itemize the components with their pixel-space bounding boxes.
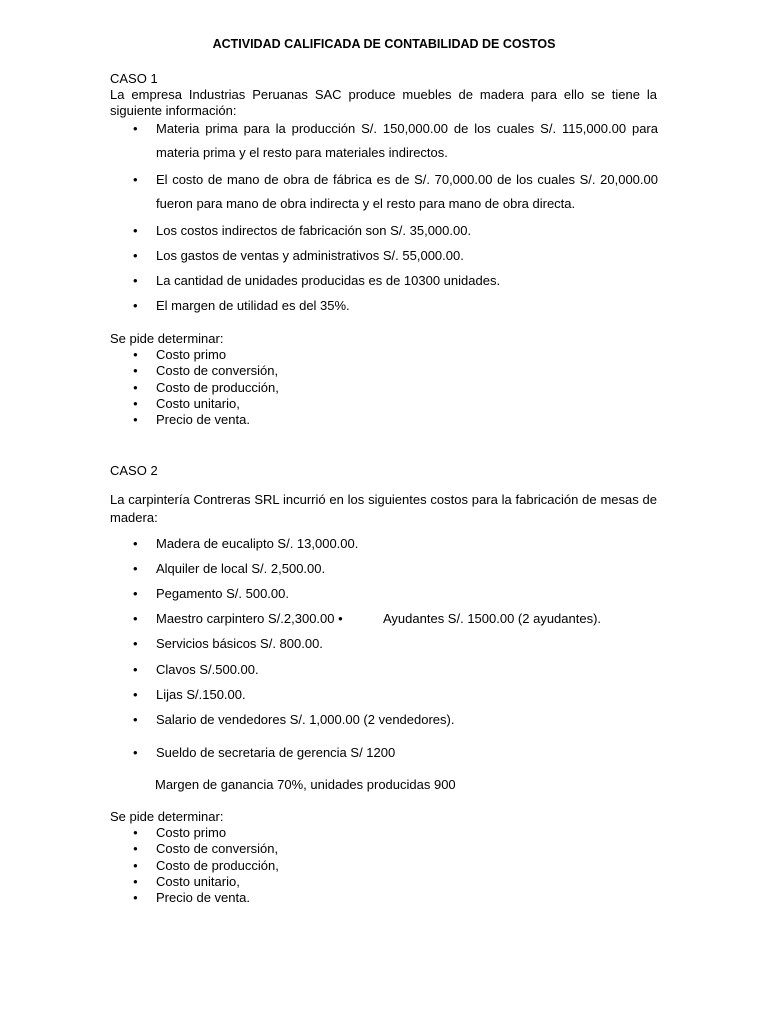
caso1-heading: CASO 1 [110,71,158,86]
caso2-task: Costo de producción, [156,858,279,873]
caso1-task: Costo de producción, [156,380,279,395]
caso2-margen: Margen de ganancia 70%, unidades producidas 900 [155,777,456,792]
caso1-task: Costo unitario, [156,396,240,411]
caso2-task: Precio de venta. [156,890,250,905]
caso2-task: Costo unitario, [156,874,240,889]
bullet-icon [133,273,138,289]
caso1-item: Los costos indirectos de fabricación son S/. 35,000.00. [156,223,472,238]
bullet-icon [133,611,138,627]
bullet-icon [133,890,138,908]
bullet-icon [133,561,138,577]
caso2-ayudantes: Ayudantes S/. 1500.00 (2 ayudantes). [383,611,602,626]
bullet-icon [133,298,138,314]
bullet-icon [133,636,138,652]
caso2-item: Servicios básicos S/. 800.00. [156,636,323,651]
caso2-item: Madera de eucalipto S/. 13,000.00. [156,536,359,551]
document-title: ACTIVIDAD CALIFICADA DE CONTABILIDAD DE COSTOS [212,37,556,51]
bullet-icon [133,586,138,602]
caso1-task: Costo de conversión, [156,363,279,378]
caso1-task: Precio de venta. [156,412,250,427]
caso2-item: Lijas S/.150.00. [156,687,246,702]
bullet-icon [133,412,138,430]
bullet-icon [133,536,138,552]
caso1-task: Costo primo [156,347,227,362]
caso2-item: Alquiler de local S/. 2,500.00. [156,561,326,576]
bullet-icon [133,223,138,239]
caso2-intro: La carpintería Contreras SRL incurrió en los siguientes costos para la fabricación de mesas de madera: [110,492,657,525]
caso1-item: Materia prima para la producción S/. 150,000.00 de los cuales S/. 115,000.00 para materia prima y el resto para materiales indirectos. [156,121,658,160]
caso2-heading: CASO 2 [110,463,158,478]
caso2-item: Clavos S/.500.00. [156,662,259,677]
caso1-item: El margen de utilidad es del 35%. [156,298,350,313]
bullet-icon [133,687,138,703]
bullet-icon [133,121,138,137]
caso2-item: Sueldo de secretaria de gerencia S/ 1200 [156,745,396,760]
bullet-icon [133,363,138,381]
caso1-item: La cantidad de unidades producidas es de 10300 unidades. [156,273,501,288]
caso1-item: Los gastos de ventas y administrativos S/. 55,000.00. [156,248,464,263]
caso2-item: Maestro carpintero S/.2,300.00 • [156,611,343,626]
bullet-icon [133,745,138,761]
bullet-icon [133,712,138,728]
caso1-item: El costo de mano de obra de fábrica es de S/. 70,000.00 de los cuales S/. 20,000.00 fueron para mano de obra indirecta y el resto para mano de obra directa. [156,172,658,211]
caso2-item: Pegamento S/. 500.00. [156,586,289,601]
caso2-task: Costo de conversión, [156,841,279,856]
caso2-task: Costo primo [156,825,227,840]
bullet-icon [133,248,138,264]
caso1-intro: La empresa Industrias Peruanas SAC produce muebles de madera para ello se tiene la siguiente información: [110,87,657,118]
bullet-icon [133,841,138,859]
caso2-pide: Se pide determinar: [110,809,224,824]
bullet-icon [133,172,138,188]
caso1-pide: Se pide determinar: [110,331,224,346]
bullet-icon [133,662,138,678]
caso2-item: Salario de vendedores S/. 1,000.00 (2 vendedores). [156,712,455,727]
